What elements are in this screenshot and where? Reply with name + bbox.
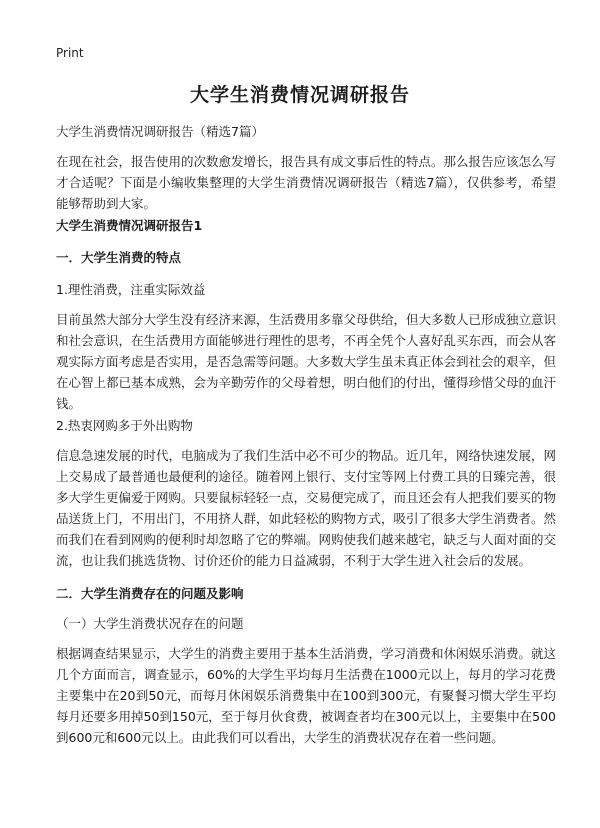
paragraph-problems: 根据调查结果显示，大学生的消费主要用于基本生活消费，学习消费和休闲娱乐消费。就这几个方面而言，调查显示，60%的大学生平均每月生活费在1000元以上，每月的学习花费主要集中在20到50元，而每月休闲娱乐消费集中在100到300元，有聚餐习惯大学生平均每月还要多用掉50到150元，至于每月伙食费，被调查者均在300元以上，主要集中在500到600元和600元以上。由此我们可以看出，大学生的消费状况存在着一些问题。 (56, 646, 557, 745)
subheading-rational: 1.理性消费，注重实际效益 (56, 282, 206, 297)
subheading-online-shopping: 2.热衷网购多于外出购物 (56, 418, 193, 433)
heading-problems: 二．大学生消费存在的问题及影响 (56, 586, 244, 601)
page-title: 大学生消费情况调研报告 (189, 84, 410, 106)
print-link[interactable]: Print (56, 46, 84, 60)
doc-subtitle: 大学生消费情况调研报告（精选7篇） (56, 124, 264, 139)
paragraph-online-shopping: 信息急速发展的时代，电脑成为了我们生活中必不可少的物品。近几年，网络快速发展，网上交易成了最普通也最便利的途径。随着网上银行、支付宝等网上付费工具的日臻完善，很多大学生更偏爱于网购。只要鼠标轻轻一点，交易便完成了，而且还会有人把我们要买的物品送货上门，不用出门，不用挤人群，如此轻松的购物方式，吸引了很多大学生消费者。然而我们在看到网购的便利时却忽略了它的弊端。网购使我们越来越宅，缺乏与人面对面的交流，也让我们挑选货物、讨价还价的能力日益减弱，不利于大学生进入社会后的发展。 (56, 448, 557, 568)
heading-characteristics: 一．大学生消费的特点 (56, 250, 182, 265)
subheading-problems: （一）大学生消费状况存在的问题 (56, 616, 244, 631)
section-title: 大学生消费情况调研报告1 (56, 218, 203, 233)
paragraph-rational: 目前虽然大部分大学生没有经济来源，生活费用多靠父母供给，但大多数人已形成独立意识和社会意识，在生活费用方面能够进行理性的思考，不再全凭个人喜好乱买东西，而会从客观实际方面考虑是否实用，是否急需等问题。大多数大学生虽未真正体会到社会的艰辛，但在心智上都已基本成熟，会为辛勤劳作的父母着想，明白他们的付出，懂得珍惜父母的血汗钱。 (56, 312, 557, 411)
intro-paragraph: 在现在社会，报告使用的次数愈发增长，报告具有成文事后性的特点。那么报告应该怎么写才合适呢？下面是小编收集整理的大学生消费情况调研报告（精选7篇），仅供参考，希望能够帮助到大家。 (56, 154, 557, 211)
